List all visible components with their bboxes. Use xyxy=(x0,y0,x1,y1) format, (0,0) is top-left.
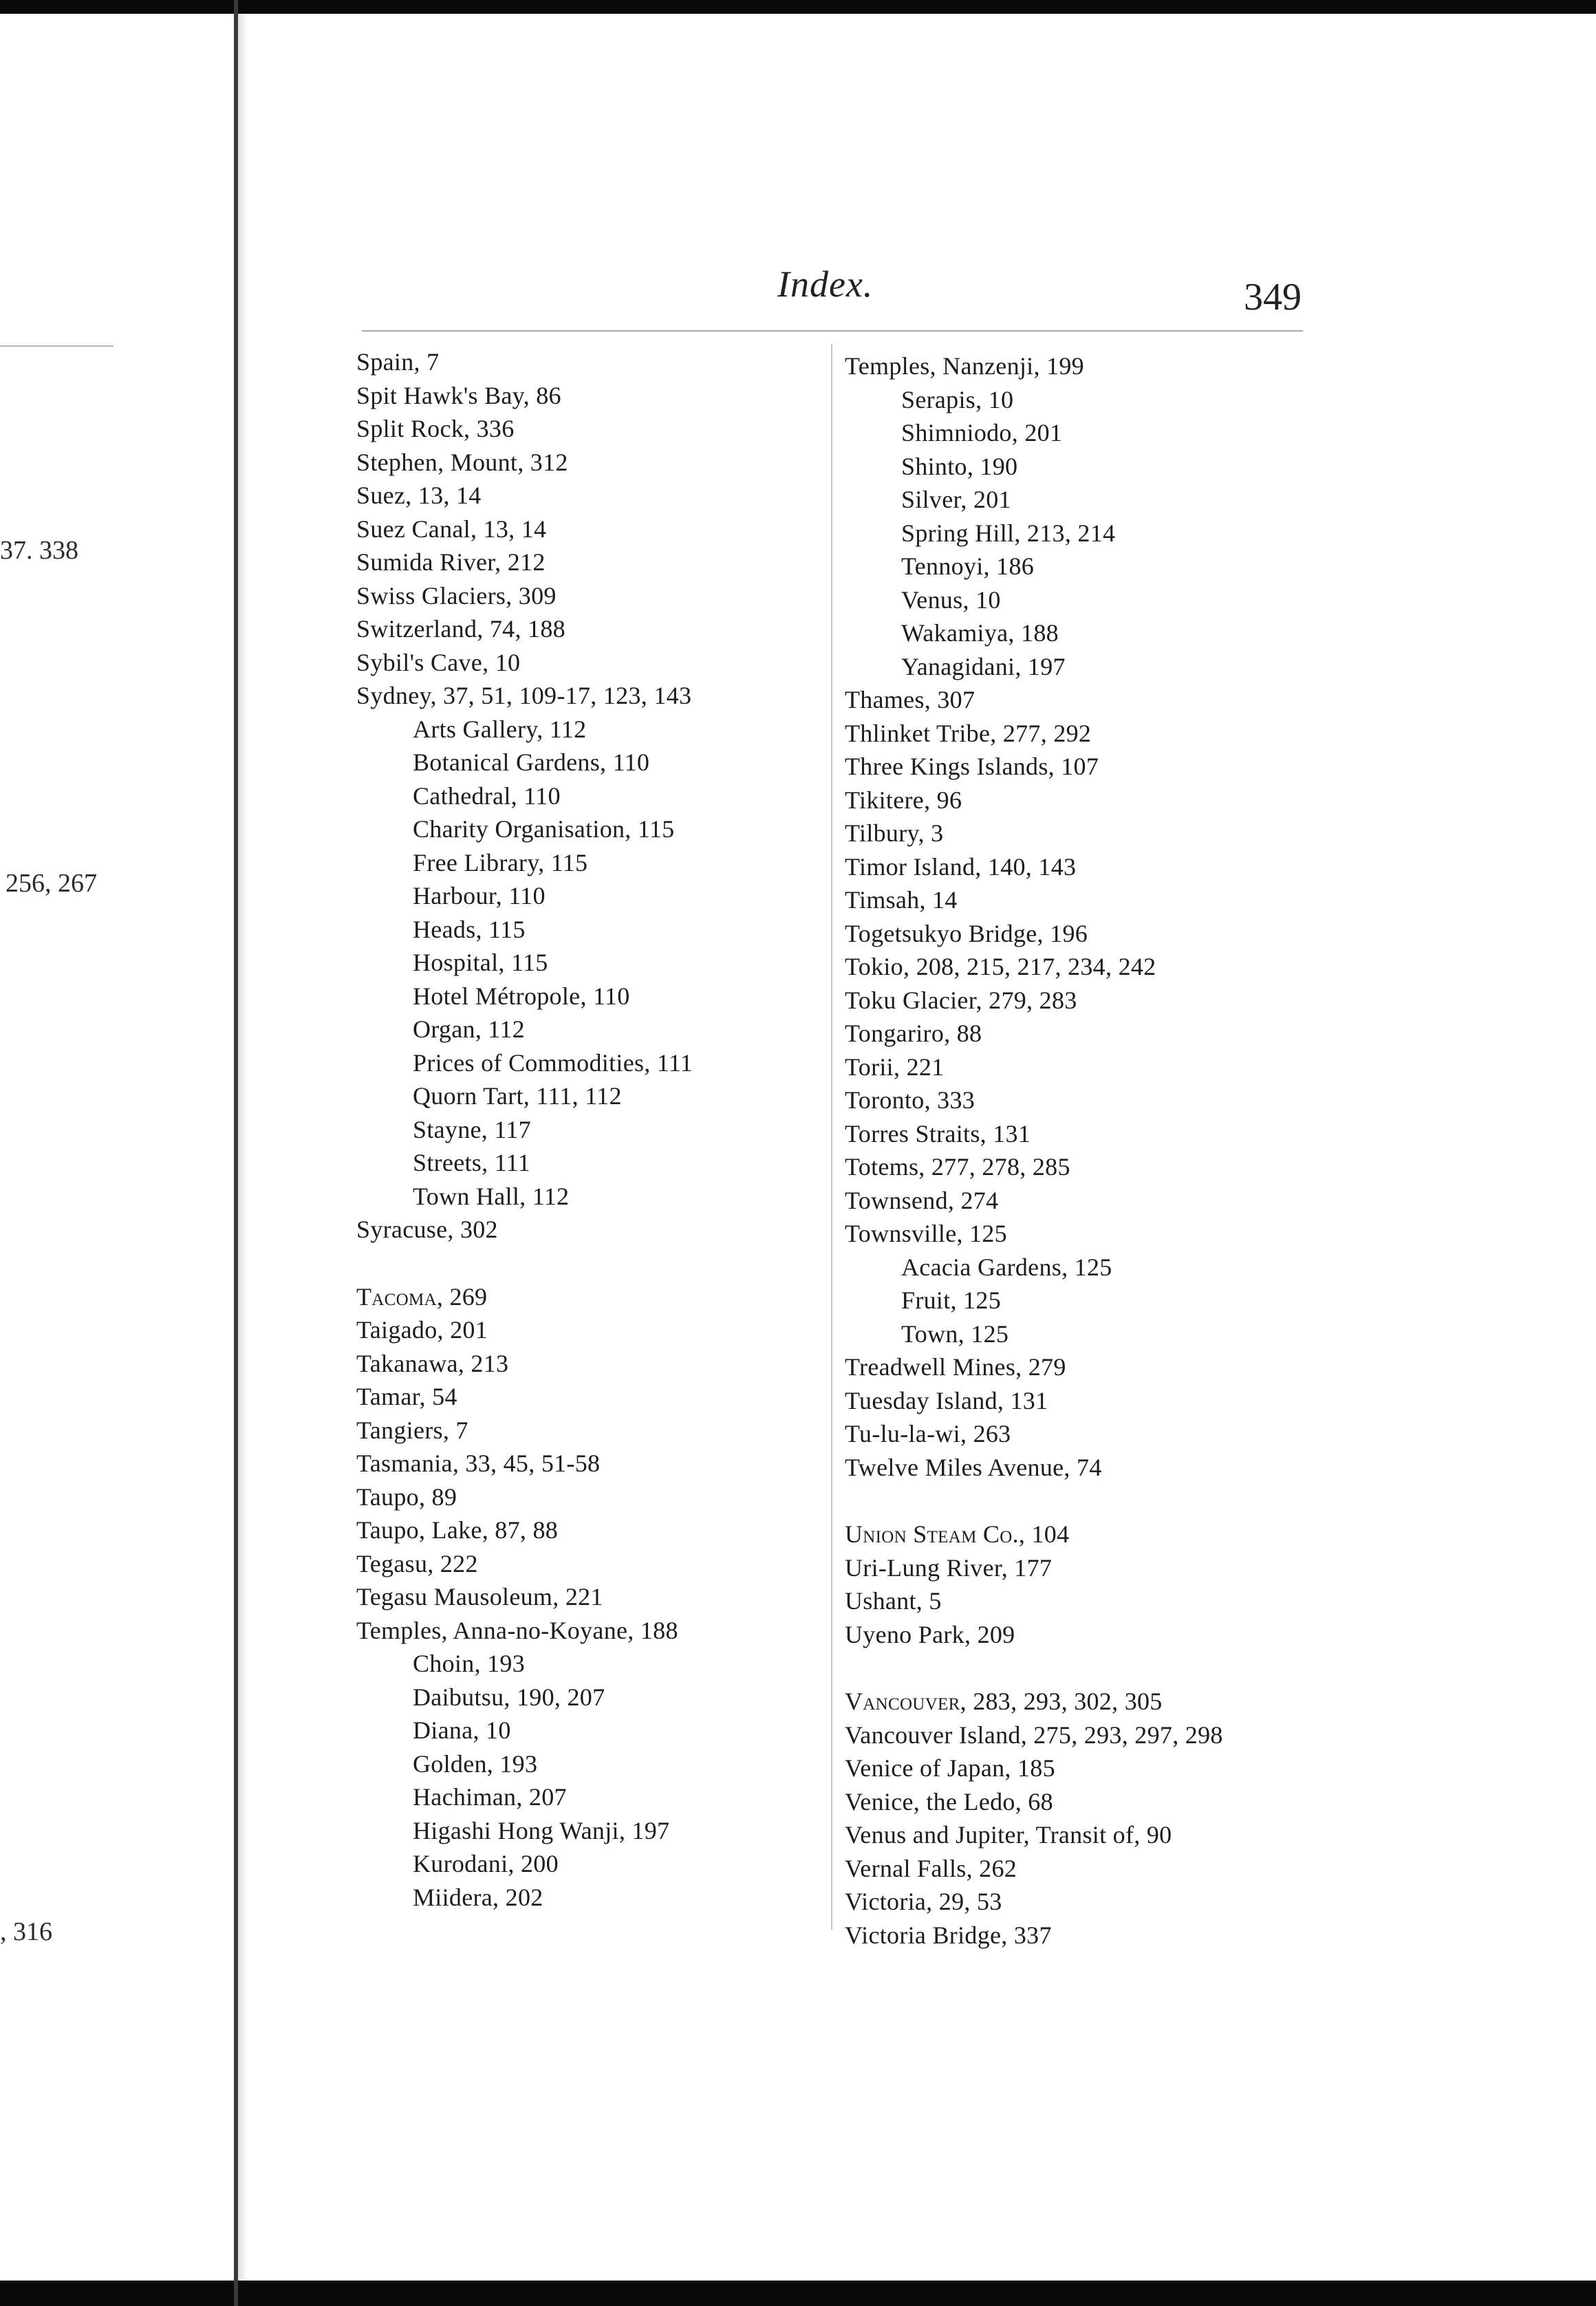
index-subentry xyxy=(845,450,1223,484)
index-entry-text: Town Hall, 112 xyxy=(413,1182,570,1210)
header-rule xyxy=(362,330,1303,332)
index-entry xyxy=(845,1117,1223,1151)
index-entry-text: Tu-lu-la-wi, 263 xyxy=(845,1420,1011,1447)
index-subentry xyxy=(356,980,693,1013)
index-entry-text: Thlinket Tribe, 277, 292 xyxy=(845,719,1092,747)
index-entry-text: Heads, 115 xyxy=(413,915,526,943)
index-entry-text: Ushant, 5 xyxy=(845,1587,942,1615)
index-entry xyxy=(845,717,1223,751)
index-entry xyxy=(845,1852,1223,1886)
index-entry xyxy=(356,1513,693,1547)
index-entry xyxy=(356,446,693,479)
index-entry-text: Higashi Hong Wanji, 197 xyxy=(413,1816,670,1844)
index-entry xyxy=(845,1350,1223,1384)
index-entry-text: Three Kings Islands, 107 xyxy=(845,753,1099,780)
index-entry-text: Townsend, 274 xyxy=(845,1186,999,1214)
index-entry xyxy=(356,479,693,513)
index-entry-text: Tilbury, 3 xyxy=(845,819,944,847)
index-entry-text: Vancouver, 283, 293, 302, 305 xyxy=(845,1688,1163,1715)
index-entry-text: Thames, 307 xyxy=(845,686,975,713)
index-entry-text: Tokio, 208, 215, 217, 234, 242 xyxy=(845,953,1156,980)
index-entry-text: Tikitere, 96 xyxy=(845,786,962,814)
index-entry-text: Tacoma, 269 xyxy=(356,1282,488,1311)
index-entry-text: Streets, 111 xyxy=(413,1149,530,1176)
index-entry-text: Acacia Gardens, 125 xyxy=(901,1253,1112,1281)
index-entry xyxy=(845,1718,1223,1752)
index-entry xyxy=(845,917,1223,951)
index-subentry xyxy=(845,1317,1223,1351)
index-entry-text: Townsville, 125 xyxy=(845,1220,1007,1247)
index-entry-text: Temples, Anna-no-Koyane, 188 xyxy=(356,1616,678,1644)
index-entry-text: Harbour, 110 xyxy=(413,882,546,909)
index-subentry xyxy=(356,1079,693,1113)
index-entry-text: Sybil's Cave, 10 xyxy=(356,648,521,676)
index-subentry xyxy=(356,746,693,779)
index-entry-text: Spring Hill, 213, 214 xyxy=(901,519,1116,547)
gutter-shadow xyxy=(238,0,248,2306)
index-subentry xyxy=(356,846,693,880)
index-entry-text: Diana, 10 xyxy=(413,1716,511,1744)
index-subentry xyxy=(845,1284,1223,1317)
index-entry-text: Vancouver Island, 275, 293, 297, 298 xyxy=(845,1721,1223,1749)
index-subentry xyxy=(356,1113,693,1147)
left-page-fragment: 256, 267 xyxy=(6,869,97,898)
index-entry xyxy=(845,1618,1223,1652)
index-entry-text: Charity Organisation, 115 xyxy=(413,815,675,843)
index-subentry xyxy=(356,1647,693,1681)
index-entry-text: Timsah, 14 xyxy=(845,886,958,914)
index-entry xyxy=(356,1347,693,1381)
index-entry-text: Sumida River, 212 xyxy=(356,548,546,576)
index-entry-text: Hotel Métropole, 110 xyxy=(413,982,630,1010)
index-entry-text: Tamar, 54 xyxy=(356,1383,457,1410)
index-subentry xyxy=(845,416,1223,450)
index-entry-text: Yanagidani, 197 xyxy=(901,652,1066,680)
index-entry-text: Torres Straits, 131 xyxy=(845,1119,1031,1147)
index-entry-text: Golden, 193 xyxy=(413,1749,538,1778)
index-entry-text: Swiss Glaciers, 309 xyxy=(356,581,557,610)
index-entry xyxy=(845,349,1223,383)
index-entry xyxy=(845,1384,1223,1418)
index-subentry xyxy=(845,383,1223,417)
index-entry xyxy=(845,883,1223,917)
left-page-fragment: 37. 338 xyxy=(0,536,78,565)
index-entry-text: Victoria, 29, 53 xyxy=(845,1888,1002,1915)
index-entry-text: Uyeno Park, 209 xyxy=(845,1620,1015,1648)
left-page-rule xyxy=(0,345,114,347)
index-entry-text: Tegasu, 222 xyxy=(356,1549,478,1577)
index-entry xyxy=(356,1414,693,1447)
index-entry xyxy=(845,1451,1223,1485)
index-subentry xyxy=(356,1146,693,1180)
index-entry-text: Hospital, 115 xyxy=(413,949,548,976)
index-entry-text: Town, 125 xyxy=(901,1319,1009,1348)
index-entry-text: Venice of Japan, 185 xyxy=(845,1754,1055,1782)
index-entry-text: Miidera, 202 xyxy=(413,1883,543,1911)
index-subentry xyxy=(845,517,1223,550)
index-entry-text: Fruit, 125 xyxy=(901,1286,1002,1314)
index-subentry xyxy=(356,779,693,813)
index-entry xyxy=(356,612,693,646)
index-entry xyxy=(845,683,1223,717)
index-entry xyxy=(356,412,693,446)
index-subentry xyxy=(356,1814,693,1848)
index-entry xyxy=(845,1217,1223,1251)
index-entry xyxy=(845,1818,1223,1852)
index-entry-text: Suez Canal, 13, 14 xyxy=(356,515,547,543)
index-entry xyxy=(356,679,693,713)
index-entry-text: Temples, Nanzenji, 199 xyxy=(845,352,1084,380)
index-entry xyxy=(356,1614,693,1648)
index-entry xyxy=(845,1017,1223,1050)
index-entry-text: Taupo, 89 xyxy=(356,1483,457,1511)
index-entry xyxy=(845,750,1223,784)
index-entry-text: Botanical Gardens, 110 xyxy=(413,748,650,776)
index-entry-text: Daibutsu, 190, 207 xyxy=(413,1683,605,1711)
index-subentry xyxy=(356,812,693,846)
index-entry-text: Uri-Lung River, 177 xyxy=(845,1553,1053,1582)
index-subentry xyxy=(356,1747,693,1781)
index-entry xyxy=(845,1785,1223,1819)
index-entry xyxy=(356,1480,693,1514)
index-entry xyxy=(845,1584,1223,1618)
index-entry xyxy=(356,1547,693,1581)
index-entry xyxy=(845,1150,1223,1184)
index-entry xyxy=(845,1417,1223,1451)
index-entry xyxy=(356,1213,693,1247)
index-entry-text: Taigado, 201 xyxy=(356,1316,488,1344)
index-entry-text: Suez, 13, 14 xyxy=(356,482,482,509)
index-entry-text: Tangiers, 7 xyxy=(356,1416,468,1444)
index-entry xyxy=(845,1084,1223,1117)
index-subentry xyxy=(356,1046,693,1080)
index-entry-text: Organ, 112 xyxy=(413,1015,525,1043)
index-subentry xyxy=(845,583,1223,617)
index-entry-text: Spit Hawk's Bay, 86 xyxy=(356,381,561,409)
index-entry xyxy=(356,379,693,413)
index-entry xyxy=(845,1050,1223,1084)
index-entry-text: Union Steam Co., 104 xyxy=(845,1520,1070,1548)
index-subentry xyxy=(356,1881,693,1915)
index-entry-text: Venice, the Ledo, 68 xyxy=(845,1787,1053,1815)
index-entry-text: Tongariro, 88 xyxy=(845,1020,982,1047)
index-entry-text: Toku Glacier, 279, 283 xyxy=(845,986,1077,1014)
index-entry-text: Torii, 221 xyxy=(845,1053,945,1081)
index-entry-text: Stephen, Mount, 312 xyxy=(356,448,568,476)
index-subentry xyxy=(356,1780,693,1814)
index-entry-text: Twelve Miles Avenue, 74 xyxy=(845,1453,1102,1481)
index-entry-text: Spain, 7 xyxy=(356,348,440,376)
index-entry xyxy=(845,950,1223,984)
index-entry-text: Taupo, Lake, 87, 88 xyxy=(356,1516,559,1544)
running-title: Index. xyxy=(777,263,874,305)
index-subentry xyxy=(356,713,693,746)
index-entry xyxy=(356,546,693,579)
index-entry-text: Venus and Jupiter, Transit of, 90 xyxy=(845,1821,1172,1849)
index-entry-text: Shimniodo, 201 xyxy=(901,419,1063,446)
index-entry-text: Toronto, 333 xyxy=(845,1086,975,1114)
index-subentry xyxy=(845,483,1223,517)
index-entry-text: Tasmania, 33, 45, 51-58 xyxy=(356,1450,601,1477)
index-entry-text: Venus, 10 xyxy=(901,585,1001,614)
index-entry-text: Tegasu Mausoleum, 221 xyxy=(356,1583,603,1610)
index-entry xyxy=(845,984,1223,1017)
index-subentry xyxy=(356,1847,693,1881)
index-entry xyxy=(356,1580,693,1614)
index-entry-text: Tuesday Island, 131 xyxy=(845,1386,1048,1414)
index-column-left xyxy=(356,345,693,1914)
index-entry-text: Vernal Falls, 262 xyxy=(845,1854,1017,1882)
index-entry xyxy=(356,345,693,379)
index-subentry xyxy=(356,879,693,913)
index-subentry xyxy=(356,1714,693,1747)
index-subentry xyxy=(845,1251,1223,1284)
index-entry xyxy=(356,1380,693,1414)
index-entry xyxy=(356,579,693,613)
index-entry-text: Shinto, 190 xyxy=(901,452,1018,480)
index-entry xyxy=(845,1685,1223,1718)
index-entry-text: Split Rock, 336 xyxy=(356,415,515,442)
index-entry xyxy=(845,1752,1223,1785)
index-entry-text: Timor Island, 140, 143 xyxy=(845,852,1077,881)
index-subentry xyxy=(356,913,693,947)
index-entry xyxy=(356,513,693,546)
index-entry-text: Takanawa, 213 xyxy=(356,1349,509,1377)
index-entry xyxy=(845,1518,1223,1551)
index-entry-text: Free Library, 115 xyxy=(413,848,588,876)
index-subentry xyxy=(356,1180,693,1214)
index-entry-text: Stayne, 117 xyxy=(413,1115,531,1143)
index-subentry xyxy=(356,1013,693,1046)
index-entry-text: Hachiman, 207 xyxy=(413,1783,567,1811)
index-entry-text: Quorn Tart, 111, 112 xyxy=(413,1082,622,1110)
index-entry-text: Syracuse, 302 xyxy=(356,1216,498,1243)
index-entry-text: Totems, 277, 278, 285 xyxy=(845,1153,1070,1181)
index-subentry xyxy=(845,616,1223,650)
column-divider xyxy=(831,344,832,1930)
index-entry-text: Wakamiya, 188 xyxy=(901,619,1059,647)
index-column-right xyxy=(845,349,1223,1952)
index-entry xyxy=(845,1551,1223,1585)
index-entry xyxy=(845,850,1223,884)
index-entry-text: Victoria Bridge, 337 xyxy=(845,1921,1052,1949)
index-entry-text: Kurodani, 200 xyxy=(413,1850,559,1877)
index-entry-text: Arts Gallery, 112 xyxy=(413,715,587,743)
index-entry-text: Serapis, 10 xyxy=(901,385,1014,413)
index-entry xyxy=(845,1919,1223,1952)
index-entry xyxy=(845,1184,1223,1218)
index-entry xyxy=(845,784,1223,817)
index-entry-text: Switzerland, 74, 188 xyxy=(356,615,565,643)
index-entry-text: Tennoyi, 186 xyxy=(901,552,1035,580)
index-subentry xyxy=(356,946,693,980)
index-entry-text: Cathedral, 110 xyxy=(413,782,561,810)
index-entry-text: Prices of Commodities, 111 xyxy=(413,1048,693,1077)
index-entry-text: Sydney, 37, 51, 109-17, 123, 143 xyxy=(356,682,692,709)
index-subentry xyxy=(356,1681,693,1714)
index-entry xyxy=(356,1280,693,1314)
index-entry-text: Togetsukyo Bridge, 196 xyxy=(845,919,1088,947)
index-entry xyxy=(356,1447,693,1480)
index-entry xyxy=(845,817,1223,850)
index-entry-text: Treadwell Mines, 279 xyxy=(845,1353,1066,1381)
page-number: 349 xyxy=(1244,276,1302,319)
index-entry xyxy=(845,1885,1223,1919)
index-entry xyxy=(356,1313,693,1347)
left-page-fragment: , 316 xyxy=(0,1917,52,1946)
index-entry-text: Choin, 193 xyxy=(413,1650,526,1677)
index-subentry xyxy=(845,550,1223,583)
index-subentry xyxy=(845,650,1223,684)
index-entry-text: Silver, 201 xyxy=(901,486,1011,513)
index-entry xyxy=(356,646,693,680)
